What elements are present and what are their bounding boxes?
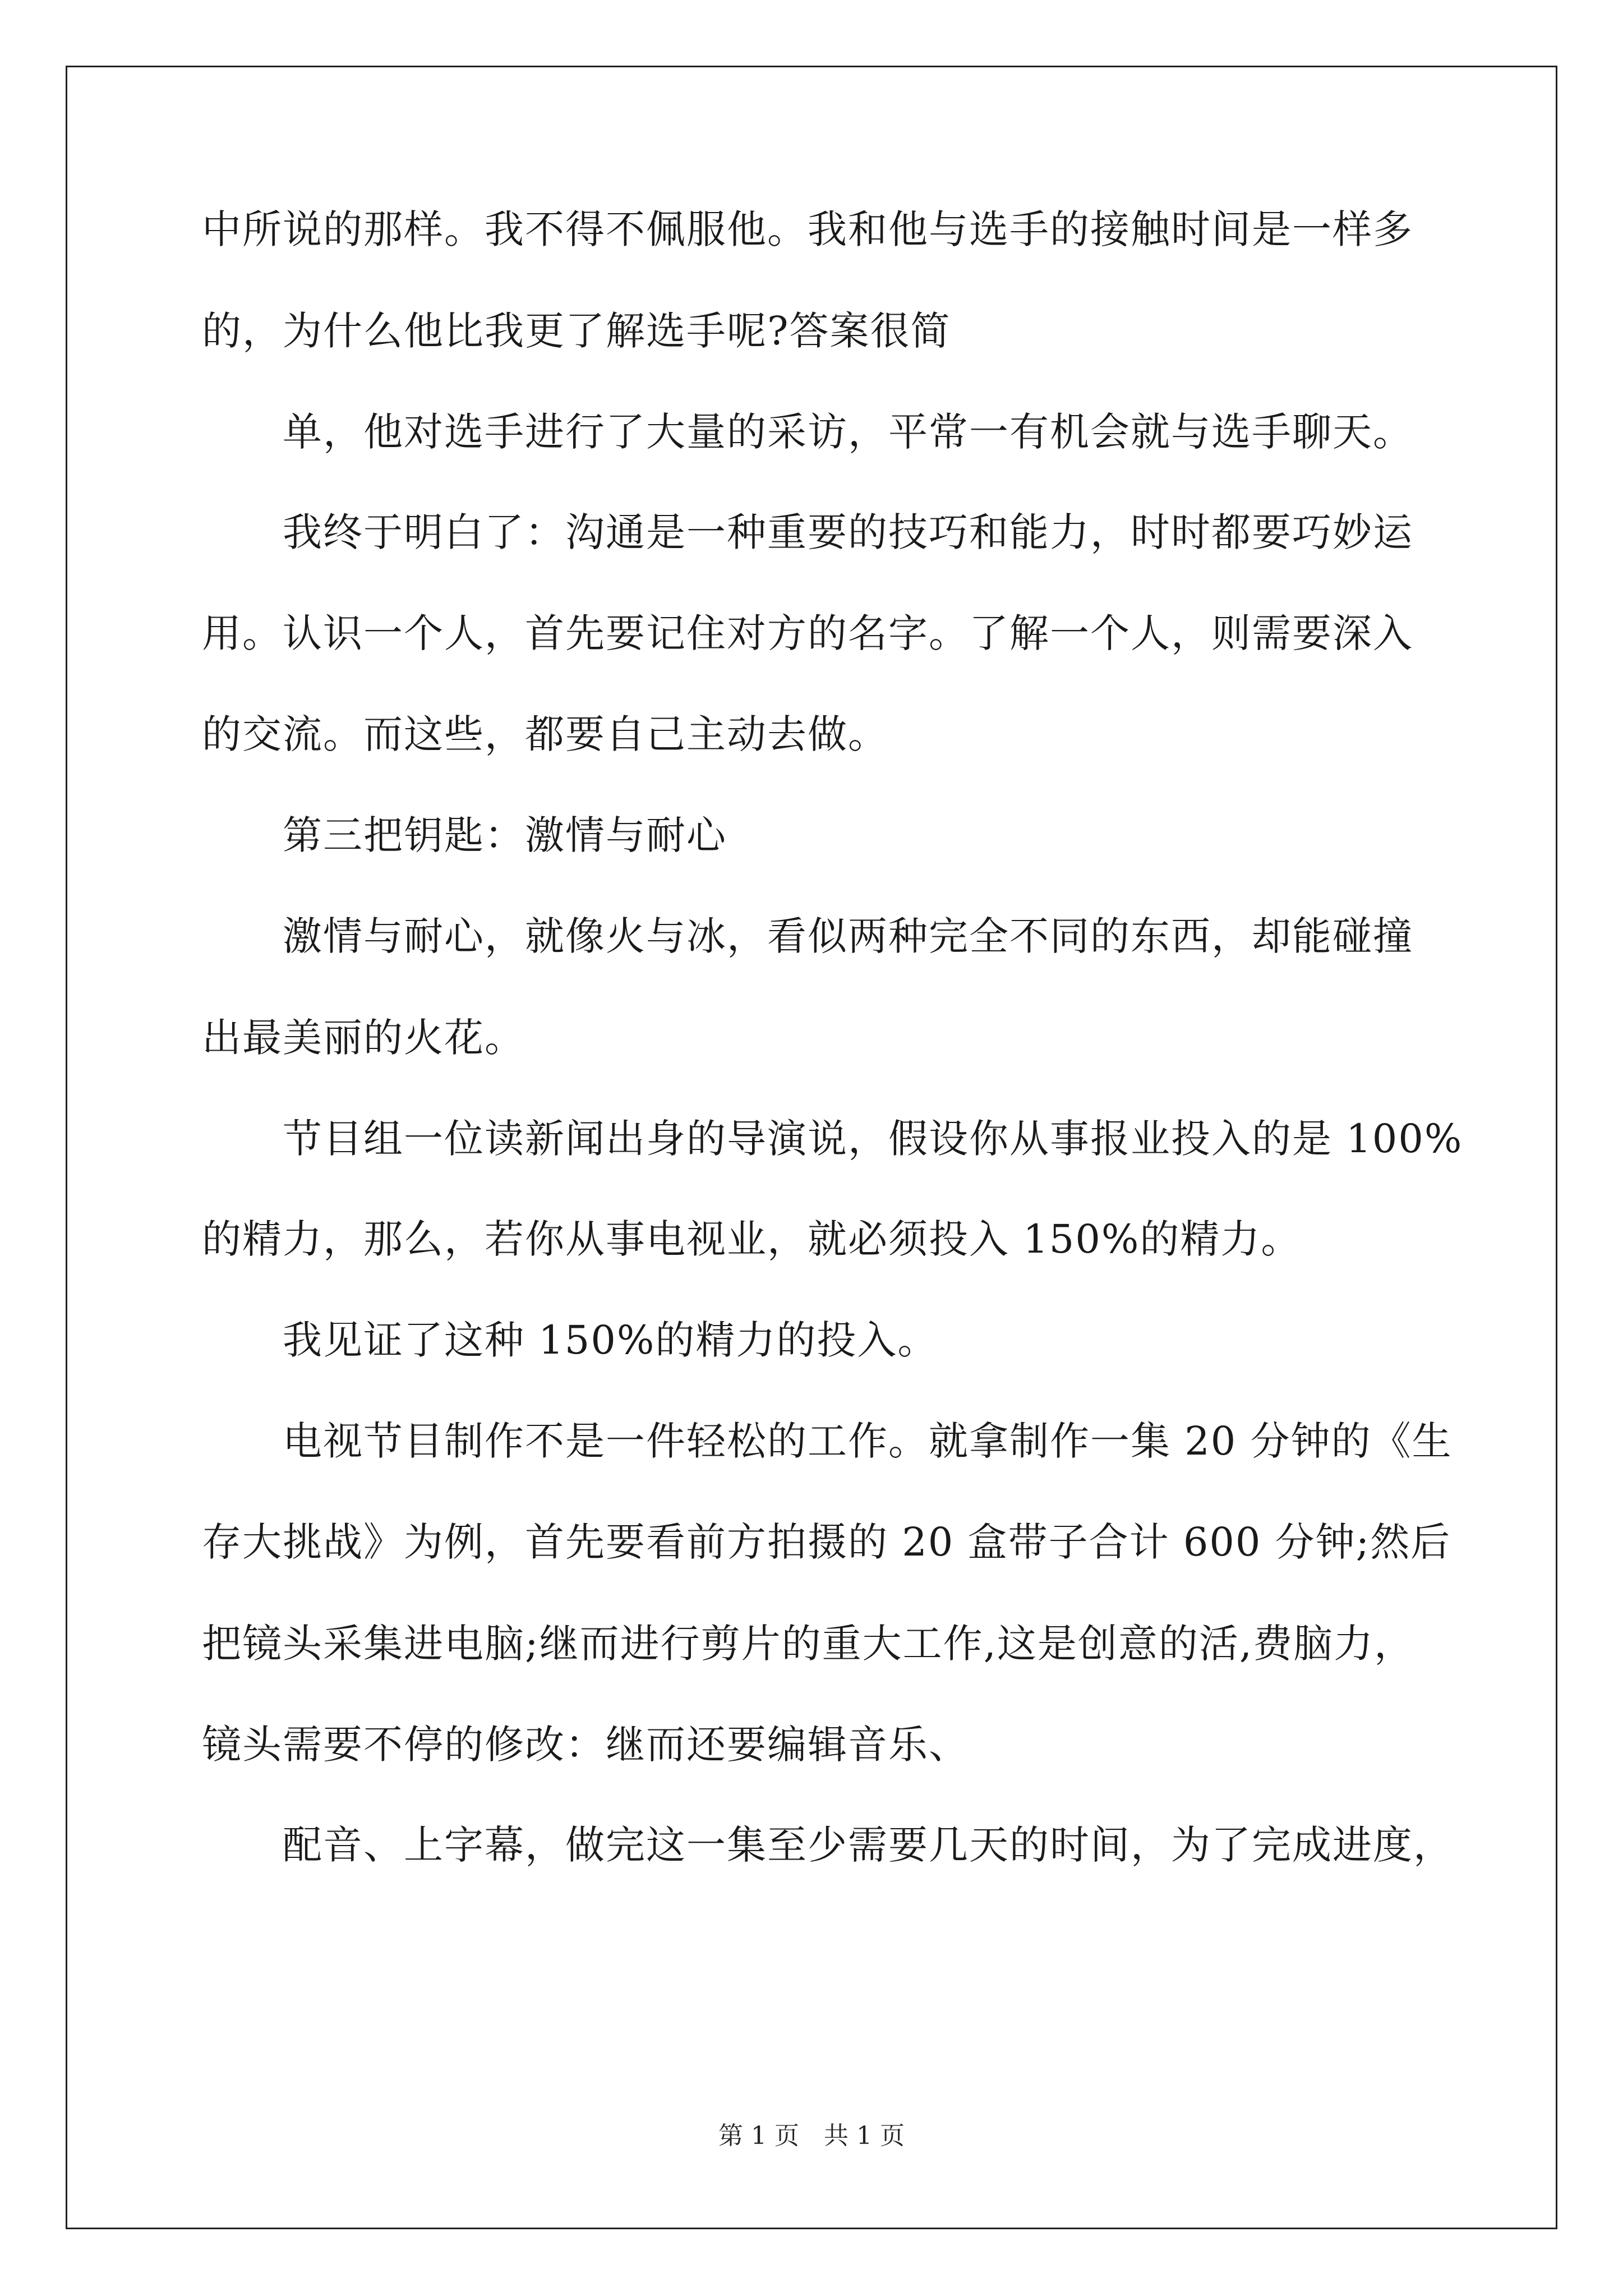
text-line: 用。认识一个人，首先要记住对方的名字。了解一个人，则需要深入: [202, 610, 1413, 656]
text-line: 中所说的那样。我不得不佩服他。我和他与选手的接触时间是一样多: [202, 206, 1413, 252]
text-line: 的，为什么他比我更了解选手呢?答案很简: [202, 308, 951, 354]
text-line: 的精力，那么，若你从事电视业，就必须投入 150%的精力。: [202, 1216, 1302, 1262]
text-line: 我终于明白了：沟通是一种重要的技巧和能力，时时都要巧妙运: [202, 509, 1413, 555]
text-line: 镜头需要不停的修改：继而还要编辑音乐、: [202, 1722, 969, 1768]
text-line: 的交流。而这些，都要自己主动去做。: [202, 711, 888, 757]
text-line: 存大挑战》为例，首先要看前方拍摄的 20 盒带子合计 600 分钟;然后: [202, 1519, 1451, 1565]
page-footer: 第 1 页 共 1 页: [718, 2122, 905, 2150]
text-line: 配音、上字幕，做完这一集至少需要几天的时间，为了完成进度，: [202, 1822, 1454, 1868]
text-line: 激情与耐心，就像火与冰，看似两种完全不同的东西，却能碰撞: [202, 913, 1413, 959]
text-line: 我见证了这种 150%的精力的投入。: [202, 1317, 938, 1363]
text-line: 出最美丽的火花。: [202, 1015, 525, 1061]
text-line: 把镜头采集进电脑;继而进行剪片的重大工作,这是创意的活,费脑力，: [202, 1621, 1415, 1667]
text-line: 电视节目制作不是一件轻松的工作。就拿制作一集 20 分钟的《生: [202, 1418, 1453, 1464]
text-line: 单，他对选手进行了大量的采访，平常一有机会就与选手聊天。: [202, 409, 1413, 455]
text-line: 第三把钥匙：激情与耐心: [202, 812, 727, 858]
text-line: 节目组一位读新闻出身的导演说，假设你从事报业投入的是 100%: [202, 1116, 1463, 1162]
